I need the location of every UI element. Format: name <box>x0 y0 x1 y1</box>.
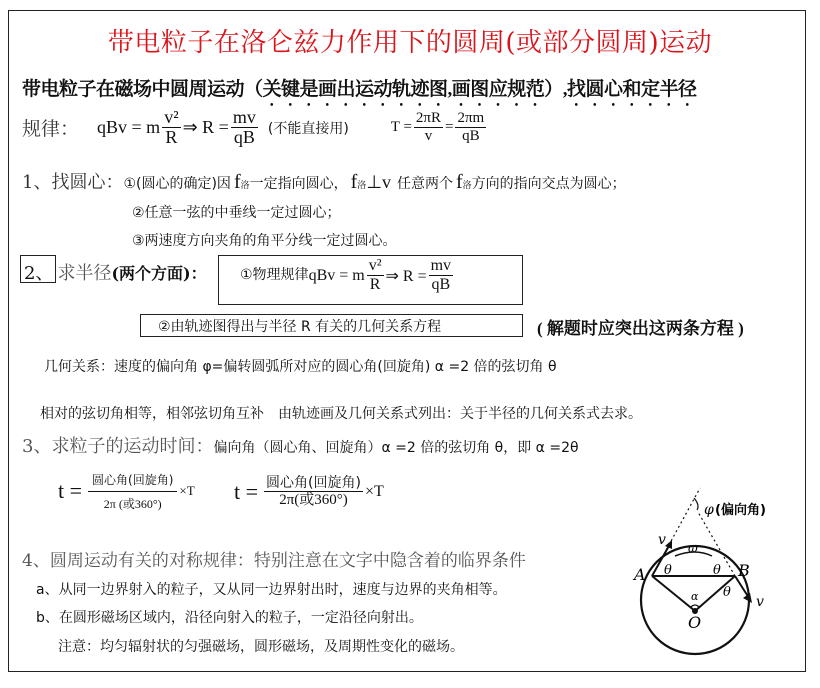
subtitle-mid: ）, <box>544 79 568 100</box>
omega-label: ω <box>688 541 698 555</box>
subtitle-prefix: 带电粒子在磁场中圆周运动（ <box>22 79 263 100</box>
section1-item1-a: ①(圆心的确定)因 <box>123 176 231 192</box>
time-lhs: t = <box>58 478 83 504</box>
frac-den: R <box>369 275 381 293</box>
equals: = <box>444 119 454 136</box>
section1-item1-b: 一定指向圆心， <box>249 176 348 192</box>
section2-heading <box>24 259 207 285</box>
rule-note: (不能直接用) <box>267 120 349 137</box>
force-subscript: 洛 <box>357 181 367 191</box>
section3-text: 偏向角（圆心角、回旋角）α =2 倍的弦切角 θ，即 α =2θ <box>213 440 579 456</box>
frac-den: R <box>165 126 178 147</box>
phi-arc <box>694 498 698 510</box>
section1-item3: ③两速度方向夹角的角平分线一定过圆心。 <box>132 233 397 249</box>
section4-item-a: a、从同一边界射入的粒子，又从同一边界射出时，速度与边界的夹角相等。 <box>36 582 507 598</box>
section4-heading: 4、圆周运动有关的对称规律：特别注意在文字中隐含着的临界条件 <box>22 551 526 571</box>
frac-num: mv <box>430 257 452 274</box>
radius-OA <box>652 576 695 611</box>
period-lhs: T = <box>390 119 412 136</box>
box1-lhs: qBv = m <box>308 266 365 284</box>
section1-item1-c: 任意两个 <box>397 176 453 192</box>
section1-item1-d: 方向的指向交点为圆心； <box>471 176 626 192</box>
frac-num: 2πR <box>415 110 441 127</box>
geometry-line2: 相对的弦切角相等，相邻弦切角互补 由轨迹画及几何关系式列出：关于半径的几何关系式去求。 <box>40 406 642 422</box>
section2-number: 2、 <box>24 263 54 284</box>
time-rhs: ×T <box>364 483 384 501</box>
rule-arrow: ⇒ R = <box>182 117 229 138</box>
frac-den: 2π(或360°) <box>279 491 348 508</box>
geometry-line1: 几何关系：速度的偏向角 φ=偏转圆弧所对应的圆心角(回旋角) α =2 倍的弦切角 θ <box>44 359 557 375</box>
section3-line <box>22 432 579 458</box>
section2-note: ( 解题时应突出这两条方程 ) <box>537 319 744 338</box>
time-lhs: t = <box>234 479 259 505</box>
diagram-svg <box>610 480 810 675</box>
force-subscript: 洛 <box>240 181 250 191</box>
theta-B: θ <box>713 563 721 578</box>
section1-label: 1、找圆心： <box>22 172 124 193</box>
section1-line1 <box>22 168 626 194</box>
section4-note: 注意：均匀辐射状的匀强磁场，圆形磁场，及周期性变化的磁场。 <box>58 639 464 655</box>
frac-den: qB <box>431 275 451 293</box>
page-title: 带电粒子在洛仑兹力作用下的圆周(或部分圆周)运动 <box>107 28 713 58</box>
section2-bold: (两个方面)： <box>111 264 207 283</box>
time-rhs: ×T <box>179 483 195 499</box>
section3-label: 3、求粒子的运动时间： <box>22 436 214 457</box>
frac-den: qB <box>233 126 255 147</box>
force-symbol: f <box>233 171 241 193</box>
circular-motion-diagram <box>610 480 810 675</box>
rule-line <box>22 108 488 148</box>
frac-den: v <box>424 127 433 144</box>
subtitle-emphasis-2: 找圆心和定半径 <box>567 79 697 100</box>
formula-box-2-text: ②由轨迹图得出与半径 R 有关的几何关系方程 <box>158 319 442 335</box>
perpendicular-v: ⊥v <box>366 172 391 192</box>
point-A: A <box>634 565 646 584</box>
frac-den: 2π (或360°) <box>103 496 162 511</box>
v-label-A: v <box>658 532 666 548</box>
section1-item2: ②任意一弦的中垂线一定过圆心； <box>132 205 341 221</box>
v-label-B: v <box>756 594 764 610</box>
section4-item-b: b、在圆形磁场区域内，沿径向射入的粒子，一定沿径向射出。 <box>36 610 423 626</box>
force-subscript: 洛 <box>462 181 472 191</box>
phi-desc: (偏向角) <box>715 503 766 518</box>
time-formula-1 <box>58 472 195 511</box>
frac-num: v² <box>164 107 179 127</box>
frac-num: v² <box>368 257 382 274</box>
point-B: B <box>738 561 750 580</box>
force-symbol: f <box>456 171 463 193</box>
frac-num: 圆心角(回旋角) <box>88 472 177 492</box>
subtitle <box>22 74 697 111</box>
phi-label: φ <box>704 502 714 518</box>
frac-num: 圆心角(回旋角) <box>266 475 361 491</box>
frac-den: qB <box>462 127 480 144</box>
section2-label: 求半径 <box>57 263 112 284</box>
formula-box-1-content <box>240 258 455 293</box>
subtitle-emphasis: 关键是画出运动轨迹图,画图应规范 <box>262 79 545 100</box>
theta-B2: θ <box>723 585 731 600</box>
rule-eq-lhs: qBv = m <box>97 117 161 138</box>
theta-A: θ <box>664 563 672 578</box>
alpha-label: α <box>691 590 699 603</box>
frac-num: 2πm <box>457 110 485 127</box>
force-symbol: f <box>350 171 358 193</box>
box1-arrow: ⇒ R = <box>385 267 427 285</box>
rule-label: 规律： <box>22 118 80 141</box>
center-O: O <box>688 613 702 632</box>
time-formula-2 <box>234 476 384 508</box>
physics-law-label: ①物理规律 <box>240 267 309 283</box>
frac-num: mv <box>232 107 256 127</box>
